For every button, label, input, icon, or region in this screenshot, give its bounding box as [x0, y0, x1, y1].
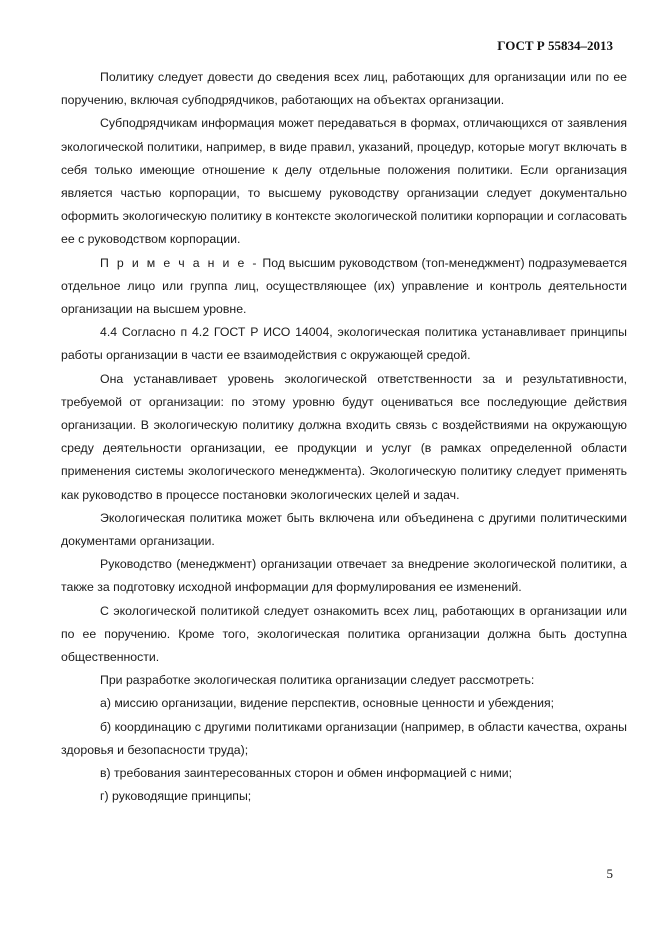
paragraph: С экологической политикой следует ознакомить всех лиц, работающих в организации или по ее поручению. Кроме того, экологическая политика организации должна быть доступна общественности. [61, 603, 627, 665]
body-text [61, 66, 627, 809]
paragraph: Субподрядчикам информация может передаваться в формах, отличающихся от заявления экологической политики, например, в виде правил, указаний, процедур, которые могут включать в себя только имеющие отношение к делу отдельные положения политики. Если организация является частью корпорации, то высшему руководству организации следует документально оформить экологическую политику в контексте экологической политики корпорации и согласовать ее с руководством корпорации. [61, 116, 627, 247]
list-item: б) координацию с другими политиками организации (например, в области качества, охраны здоровья и безопасности труда); [61, 719, 627, 757]
paragraph: 4.4 Согласно п 4.2 ГОСТ Р ИСО 14004, экологическая политика устанавливает принципы работы организации в части ее взаимодействия с окружающей средой. [61, 325, 627, 363]
paragraph: Она устанавливает уровень экологической ответственности за и результативности, требуемой от организации: по этому уровню будут оцениваться все последующие действия организации. В экологическую политику должна входить связь с воздействиями на окружающую среду деятельности организации, ее продукции и услуг (в рамках определенной области применения системы экологического менеджмента). Экологическую политику следует применять как руководство в процессе постановки экологических целей и задач. [61, 371, 627, 502]
note-text: Под высшим руководством (топ-менеджмент) подразумевается отдельное лицо или группа лиц, осуществляющее (их) управление и контроль деятельности организации на высшем уровне. [61, 255, 627, 317]
paragraph: Экологическая политика может быть включена или объединена с другими политическими документами организации. [61, 510, 627, 549]
paragraph: При разработке экологическая политика организации следует рассмотреть: [100, 673, 535, 688]
paragraph: Руководство (менеджмент) организации отвечает за внедрение экологической политики, а также за подготовку исходной информации для формулирования ее изменений. [61, 557, 627, 595]
paragraph: Политику следует довести до сведения всех лиц, работающих для организации или по ее поручению, включая субподрядчиков, работающих на объектах организации. [61, 70, 627, 108]
note-paragraph [61, 252, 627, 322]
list-item: а) миссию организации, видение перспектив, основные ценности и убеждения; [100, 696, 555, 711]
page-number: 5 [606, 866, 613, 881]
list-item: в) требования заинтересованных сторон и обмен информацией с ними; [100, 766, 513, 781]
document-code: ГОСТ Р 55834–2013 [497, 38, 613, 53]
list-item: г) руководящие принципы; [100, 789, 252, 804]
note-label: П р и м е ч а н и е - [100, 255, 259, 270]
